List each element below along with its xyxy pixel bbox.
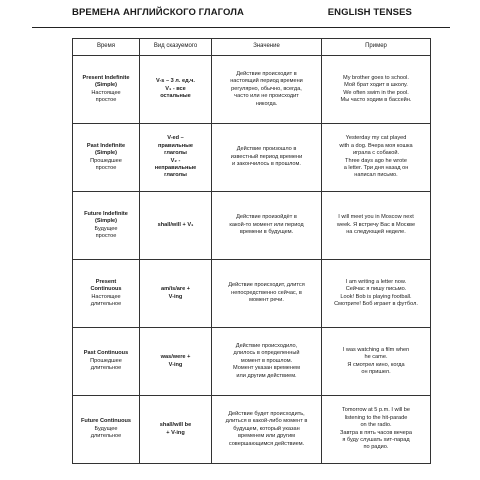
formula-cell: shall/will be + V-ing bbox=[140, 396, 212, 464]
meaning-cell: Действие произойдёт в какой-то момент или период времени в будущем. bbox=[212, 192, 322, 260]
meaning-cell: Действие произошло в известный период времени и закончилось в прошлом. bbox=[212, 124, 322, 192]
example-cell: I am writing a letter now. Сейчас я пишу письмо. Look! Bob is playing football. Смотрите! Боб играет в футбол. bbox=[322, 260, 431, 328]
tense-name: Past Indefinite (Simple) bbox=[86, 142, 126, 157]
table-row bbox=[73, 192, 431, 260]
tenses-table bbox=[72, 38, 431, 464]
tense-name: Present Indefinite (Simple) bbox=[82, 74, 130, 89]
meaning-cell: Действие происходило, длилось в определенный момент в прошлом. Момент указан временем или другим действием. bbox=[212, 328, 322, 396]
tense-name-ru: Настоящее длительное bbox=[90, 293, 122, 307]
tense-cell bbox=[73, 260, 140, 328]
tense-name: Past Continuous bbox=[83, 350, 129, 357]
header-divider bbox=[32, 27, 450, 28]
meaning-cell: Действие будет происходить, длиться в какой-либо момент в будущем, который указан временем или другим совершающимся действием. bbox=[212, 396, 322, 464]
tense-cell bbox=[73, 56, 140, 124]
tense-cell bbox=[73, 328, 140, 396]
meaning-cell: Действие происходит в настоящий период времени регулярно, обычно, всегда, часто или не происходит никогда. bbox=[212, 56, 322, 124]
worksheet-page bbox=[32, 0, 452, 480]
tense-cell bbox=[73, 124, 140, 192]
tense-name-ru: Прошедшее простое bbox=[90, 157, 122, 171]
example-cell: My brother goes to school. Мой брат ходит в школу. We often swim in the pool. Мы часто ходим в бассейн. bbox=[322, 56, 431, 124]
tense-name-ru: Будущее простое bbox=[94, 225, 118, 239]
tense-name: Future Continuous bbox=[80, 418, 132, 425]
formula-cell: shall/will + V₁ bbox=[140, 192, 212, 260]
tense-name-ru: Будущее длительное bbox=[90, 425, 122, 440]
example-cell: I will meet you in Moscow next week. Я встречу Вас в Москве на следующей неделе. bbox=[322, 192, 431, 260]
column-header-form: Вид сказуемого bbox=[140, 39, 212, 56]
table-row bbox=[73, 56, 431, 124]
meaning-cell: Действие происходит, длится непосредственно сейчас, в момент речи. bbox=[212, 260, 322, 328]
tense-name-ru: Настоящее простое bbox=[91, 89, 121, 103]
example-cell: I was watching a film when he came. Я смотрел кино, когда он пришел. bbox=[322, 328, 431, 396]
tense-cell bbox=[73, 192, 140, 260]
formula-cell: am/is/are + V-ing bbox=[140, 260, 212, 328]
formula-cell: was/were + V-ing bbox=[140, 328, 212, 396]
tense-cell bbox=[73, 396, 140, 464]
example-cell: Tomorrow at 5 p.m. I will be listening to the hit-parade on the radio. Завтра в пять часов вечера я буду слушать хит-парад по радио. bbox=[322, 396, 431, 464]
tense-name-ru: Прошедшее длительное bbox=[90, 357, 122, 372]
formula-cell: V-s – 3 л. ед.ч. V₁ - все остальные bbox=[140, 56, 212, 124]
tense-name: Present Continuous bbox=[90, 278, 122, 293]
page-header bbox=[72, 7, 412, 18]
table-header-row bbox=[73, 39, 431, 56]
column-header-tense: Время bbox=[73, 39, 140, 56]
title-ru: ВРЕМЕНА АНГЛИЙСКОГО ГЛАГОЛА bbox=[72, 7, 244, 18]
table-row bbox=[73, 260, 431, 328]
example-cell: Yesterday my cat played with a dog. Вчера моя кошка играла с собакой. Three days ago he wrote a letter. Три дня назад он написал письмо. bbox=[322, 124, 431, 192]
table-row bbox=[73, 124, 431, 192]
title-en: ENGLISH TENSES bbox=[327, 7, 412, 18]
formula-cell: V-ed – правильные глаголы V₂ - неправильные глаголы bbox=[140, 124, 212, 192]
column-header-meaning: Значение bbox=[212, 39, 322, 56]
column-header-example: Пример bbox=[322, 39, 431, 56]
table-row bbox=[73, 328, 431, 396]
table-row bbox=[73, 396, 431, 464]
tense-name: Future Indefinite (Simple) bbox=[84, 210, 128, 225]
